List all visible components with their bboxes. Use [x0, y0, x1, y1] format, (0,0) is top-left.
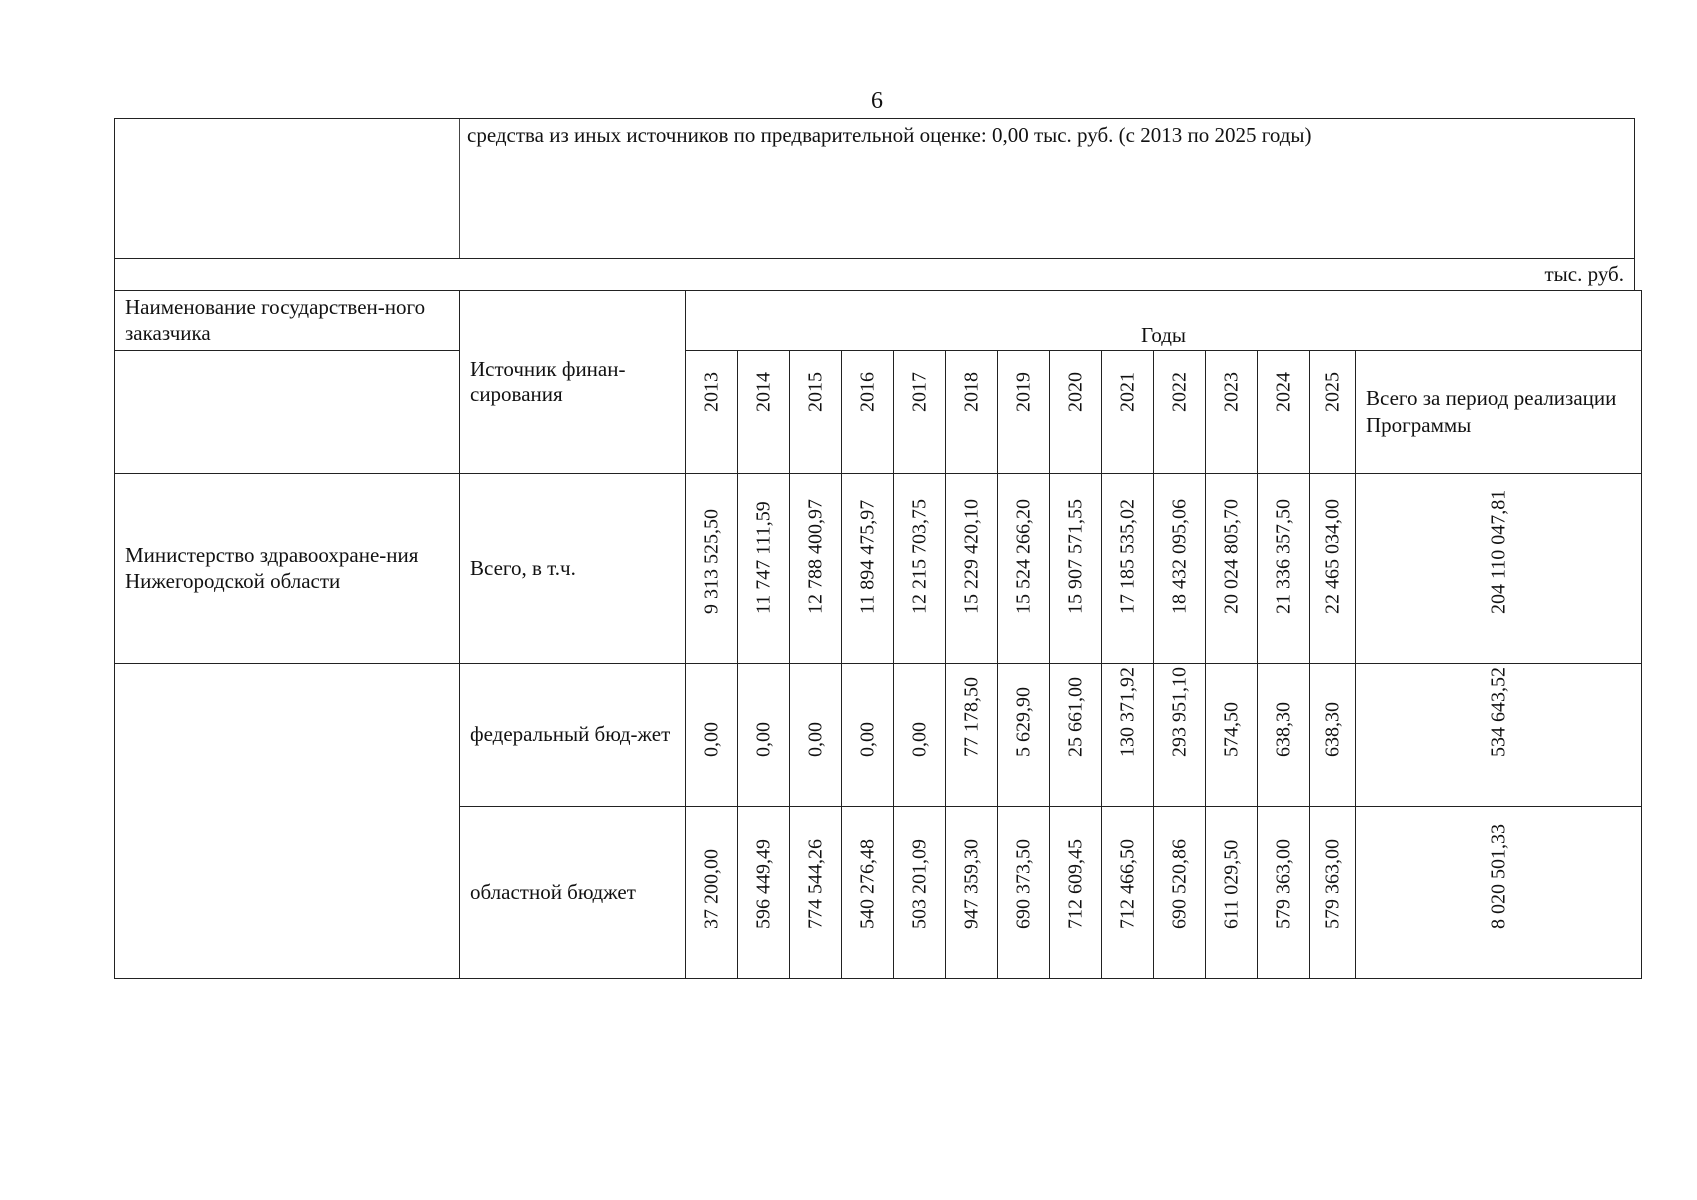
- year-header-cell: [738, 351, 790, 474]
- value-cell: [1206, 474, 1258, 664]
- value-cell: [1154, 664, 1206, 807]
- value-text: 574,50: [1220, 702, 1242, 758]
- value-cell: [1206, 664, 1258, 807]
- value-text: 15 907 571,55: [1064, 499, 1086, 615]
- value-cell: [1258, 664, 1310, 807]
- value-text: 15 524 266,20: [1012, 499, 1034, 615]
- value-cell: [790, 474, 842, 664]
- year-header-cell: [998, 351, 1050, 474]
- value-cell: [842, 664, 894, 807]
- year-header-cell: [686, 351, 738, 474]
- value-text: 293 951,10: [1168, 667, 1190, 758]
- value-text: 947 359,30: [960, 839, 982, 930]
- value-text: 579 363,00: [1272, 839, 1294, 930]
- value-cell: [738, 664, 790, 807]
- year-header-cell: [946, 351, 998, 474]
- value-text: 77 178,50: [960, 677, 982, 758]
- year-label: 2014: [752, 372, 774, 413]
- value-cell: [1102, 474, 1154, 664]
- total-value: 204 110 047,81: [1487, 489, 1510, 615]
- total-cell: [1356, 807, 1642, 979]
- value-text: 712 609,45: [1064, 839, 1086, 930]
- value-cell: [1206, 807, 1258, 979]
- total-value: 534 643,52: [1487, 667, 1510, 758]
- value-cell: [894, 807, 946, 979]
- value-cell: [842, 807, 894, 979]
- value-cell: [998, 807, 1050, 979]
- year-label: 2020: [1064, 372, 1086, 413]
- value-cell: [1102, 807, 1154, 979]
- other-sources-block: [114, 118, 1635, 259]
- value-text: 18 432 095,06: [1168, 499, 1190, 615]
- year-label: 2024: [1272, 372, 1294, 413]
- year-label: 2013: [700, 372, 722, 413]
- value-text: 15 229 420,10: [960, 499, 982, 615]
- empty-cell: [115, 119, 460, 258]
- year-header-cell: [1206, 351, 1258, 474]
- value-text: 0,00: [752, 722, 774, 758]
- year-label: 2022: [1168, 372, 1190, 413]
- value-text: 0,00: [856, 722, 878, 758]
- value-cell: [686, 474, 738, 664]
- value-cell: [1050, 474, 1102, 664]
- header-years-label: Годы: [686, 291, 1642, 351]
- value-cell: [738, 474, 790, 664]
- value-cell: [686, 807, 738, 979]
- value-text: 611 029,50: [1220, 839, 1242, 930]
- year-header-cell: [1310, 351, 1356, 474]
- year-label: 2019: [1012, 372, 1034, 413]
- year-header-cell: [790, 351, 842, 474]
- header-customer-empty: [115, 351, 460, 474]
- header-total: Всего за период реализации Программы: [1356, 351, 1642, 474]
- value-text: 638,30: [1272, 702, 1294, 758]
- year-label: 2016: [856, 372, 878, 413]
- year-header-cell: [894, 351, 946, 474]
- header-customer: Наименование государствен-ного заказчика: [115, 291, 460, 351]
- year-header-cell: [1102, 351, 1154, 474]
- units-row: [114, 259, 1635, 290]
- value-cell: [998, 664, 1050, 807]
- value-text: 0,00: [804, 722, 826, 758]
- value-cell: [1310, 474, 1356, 664]
- year-label: 2023: [1220, 372, 1242, 413]
- row-source: федеральный бюд-жет: [460, 664, 686, 807]
- row-customer-empty: [115, 664, 460, 979]
- value-cell: [946, 807, 998, 979]
- year-label: 2025: [1321, 372, 1343, 413]
- year-label: 2015: [804, 372, 826, 413]
- value-text: 503 201,09: [908, 839, 930, 930]
- value-text: 11 747 111,59: [752, 501, 774, 615]
- value-text: 0,00: [700, 722, 722, 758]
- year-header-cell: [1154, 351, 1206, 474]
- value-cell: [1310, 664, 1356, 807]
- value-cell: [1258, 474, 1310, 664]
- value-cell: [1050, 664, 1102, 807]
- value-cell: [738, 807, 790, 979]
- header-source: Источник финан-сирования: [460, 291, 686, 474]
- value-cell: [790, 807, 842, 979]
- value-text: 9 313 525,50: [700, 509, 722, 615]
- value-cell: [686, 664, 738, 807]
- page-number: 6: [871, 88, 883, 114]
- value-text: 596 449,49: [752, 839, 774, 930]
- row-source: Всего, в т.ч.: [460, 474, 686, 664]
- value-cell: [894, 474, 946, 664]
- value-text: 20 024 805,70: [1220, 499, 1242, 615]
- value-text: 130 371,92: [1116, 667, 1138, 758]
- value-text: 638,30: [1321, 702, 1343, 758]
- year-label: 2017: [908, 372, 930, 413]
- value-text: 12 788 400,97: [804, 499, 826, 615]
- total-value: 8 020 501,33: [1487, 824, 1510, 930]
- value-cell: [1258, 807, 1310, 979]
- year-header-cell: [842, 351, 894, 474]
- value-text: 37 200,00: [700, 849, 722, 930]
- value-cell: [790, 664, 842, 807]
- value-text: 25 661,00: [1064, 677, 1086, 758]
- value-text: 690 520,86: [1168, 839, 1190, 930]
- value-text: 579 363,00: [1321, 839, 1343, 930]
- value-text: 21 336 357,50: [1272, 499, 1294, 615]
- value-text: 712 466,50: [1116, 839, 1138, 930]
- total-cell: [1356, 474, 1642, 664]
- row-customer: Министерство здравоохране-ния Нижегородской области: [115, 474, 460, 664]
- value-text: 690 373,50: [1012, 839, 1034, 930]
- units-label: тыс. руб.: [1544, 262, 1624, 286]
- value-cell: [1102, 664, 1154, 807]
- value-cell: [1154, 807, 1206, 979]
- value-text: 11 894 475,97: [856, 499, 878, 615]
- year-header-cell: [1258, 351, 1310, 474]
- value-text: 5 629,90: [1012, 687, 1034, 758]
- row-source: областной бюджет: [460, 807, 686, 979]
- value-cell: [842, 474, 894, 664]
- value-cell: [998, 474, 1050, 664]
- value-cell: [946, 664, 998, 807]
- value-text: 22 465 034,00: [1321, 499, 1343, 615]
- other-sources-text: средства из иных источников по предварительной оценке: 0,00 тыс. руб. (с 2013 по 2025 годы): [467, 123, 1312, 147]
- year-label: 2021: [1116, 372, 1138, 413]
- financing-table: [114, 290, 1642, 979]
- value-text: 17 185 535,02: [1116, 499, 1138, 615]
- value-text: 540 276,48: [856, 839, 878, 930]
- value-cell: [894, 664, 946, 807]
- value-cell: [1050, 807, 1102, 979]
- value-cell: [1310, 807, 1356, 979]
- year-label: 2018: [960, 372, 982, 413]
- value-text: 774 544,26: [804, 839, 826, 930]
- value-text: 12 215 703,75: [908, 499, 930, 615]
- value-text: 0,00: [908, 722, 930, 758]
- year-header-cell: [1050, 351, 1102, 474]
- value-cell: [1154, 474, 1206, 664]
- total-cell: [1356, 664, 1642, 807]
- value-cell: [946, 474, 998, 664]
